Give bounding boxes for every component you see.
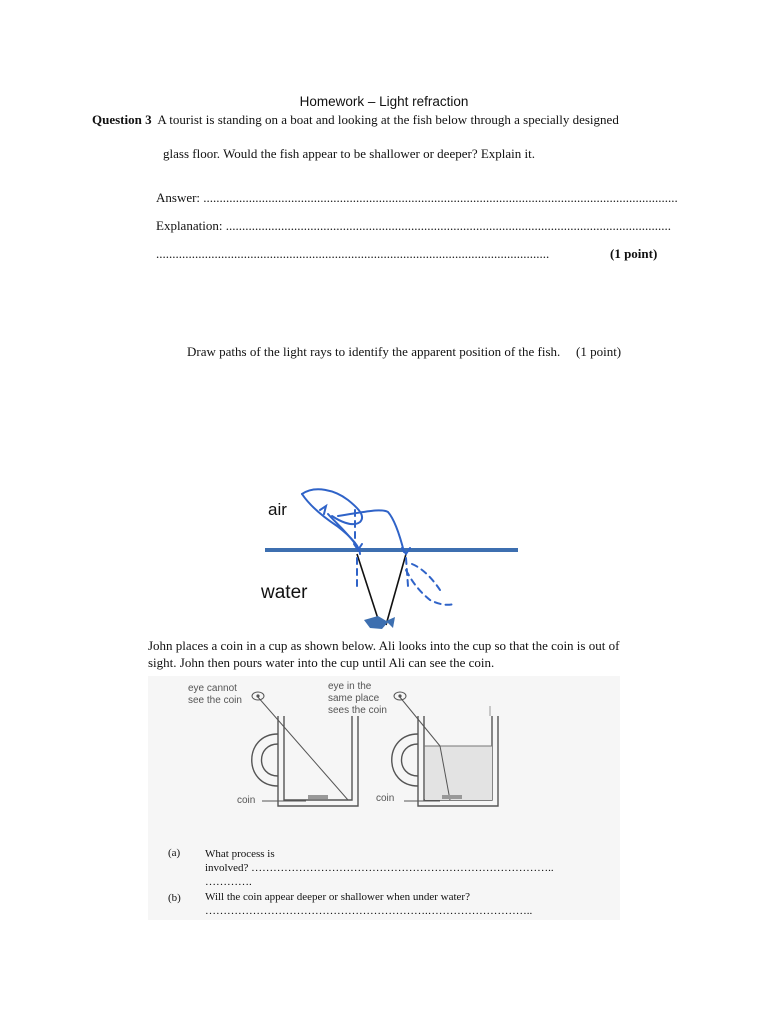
answer-line [156, 190, 678, 206]
coin-right [442, 795, 462, 799]
light-ray-right [386, 554, 406, 625]
eye-icon-right [394, 692, 406, 700]
part-b-marker: (b) [168, 892, 181, 904]
fish-shape [364, 616, 388, 629]
point-label-1: (1 point) [610, 246, 658, 261]
coin-intro-2: sight. John then pours water into the cup until Ali can see the coin. [148, 655, 495, 670]
answer-label: Answer: [156, 190, 201, 205]
water-label: water [261, 582, 308, 603]
refraction-diagram [240, 470, 540, 640]
left-coin-label: coin [237, 795, 256, 806]
answer-dots: .................................................................................................................................................. [203, 190, 678, 205]
part-a-marker: (a) [168, 847, 181, 859]
part-a-text: What process is involved? ……………………………………………………………………….. …………. [205, 848, 554, 888]
eye-icon-left [252, 692, 264, 700]
right-coin-label: coin [376, 793, 395, 804]
left-eye-label: eye cannot see the coin [188, 683, 242, 706]
explanation-line [156, 218, 671, 234]
air-label: air [268, 500, 287, 519]
water-surface [265, 548, 518, 552]
page-title: Homework – Light refraction [299, 94, 469, 109]
question-text-1: A tourist is standing on a boat and looking at the fish below through a specially designed [157, 112, 619, 127]
light-ray-left [357, 554, 380, 625]
question-line-1 [92, 112, 619, 128]
part-b-text: Will the coin appear deeper or shallower when under water? …………………………………………………….……………………….. [205, 891, 533, 917]
continuation-dots: ......................................................................................................................... [156, 246, 550, 261]
question-label: Question 3 [92, 112, 152, 127]
point-label-2: (1 point) [576, 344, 622, 359]
coin-intro-1: John places a coin in a cup as shown below. Ali looks into the cup so that the coin is out of [148, 638, 620, 653]
right-eye-label: eye in the same place sees the coin [328, 681, 387, 716]
question-text-2: glass floor. Would the fish appear to be shallower or deeper? Explain it. [163, 146, 535, 161]
water-fill [425, 746, 492, 800]
handwritten-annotation [302, 489, 454, 604]
explanation-label: Explanation: [156, 218, 223, 233]
explanation-dots: ......................................................................................................................................... [225, 218, 671, 233]
draw-instruction: Draw paths of the light rays to identify the apparent position of the fish. [187, 344, 561, 359]
continuation-line [156, 246, 549, 262]
coin-left [308, 795, 328, 799]
